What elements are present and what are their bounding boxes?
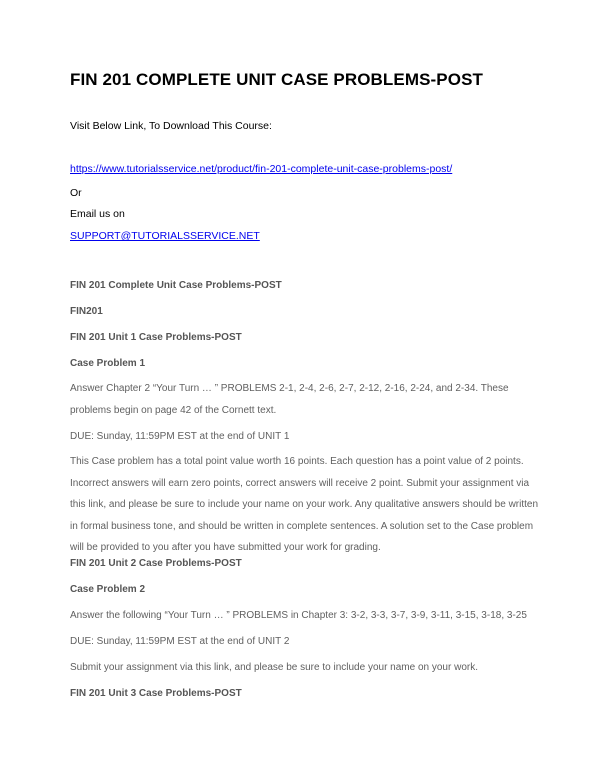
or-text: Or [70, 187, 82, 199]
unit1-heading: FIN 201 Unit 1 Case Problems-POST [70, 332, 242, 343]
main-section-heading: FIN 201 Complete Unit Case Problems-POST [70, 280, 282, 291]
unit2-due-date: DUE: Sunday, 11:59PM EST at the end of UNIT 2 [70, 636, 290, 647]
unit1-due-date: DUE: Sunday, 11:59PM EST at the end of UNIT 1 [70, 431, 290, 442]
email-prompt-text: Email us on [70, 208, 125, 220]
email-link-line [70, 230, 260, 242]
unit2-heading: FIN 201 Unit 2 Case Problems-POST [70, 558, 242, 569]
unit1-details: This Case problem has a total point value worth 16 points. Each question has a point value of 2 points. Incorrect answers will earn zero points, correct answers will receive 2 point. Submit your assignment via this link, and please be sure to include your name on your work. Any qualitative answers should be written in formal business tone, and should be written in complete sentences. A solution set to the Case problem will be provided to you after you have submitted your work for grading. [70, 456, 539, 553]
unit2-instructions: Answer the following “Your Turn … ” PROBLEMS in Chapter 3: 3-2, 3-3, 3-7, 3-9, 3-11, 3-15, 3-18, 3-25 [70, 610, 527, 621]
support-email-link[interactable]: SUPPORT@TUTORIALSSERVICE.NET [70, 230, 260, 242]
course-code-heading: FIN201 [70, 306, 103, 317]
course-url-link[interactable]: https://www.tutorialsservice.net/product/fin-201-complete-unit-case-problems-post/ [70, 163, 453, 175]
unit3-heading: FIN 201 Unit 3 Case Problems-POST [70, 688, 242, 699]
unit2-submit-note: Submit your assignment via this link, and please be sure to include your name on your work. [70, 662, 478, 673]
case-problem-1-label: Case Problem 1 [70, 358, 146, 369]
unit1-instructions: Answer Chapter 2 “Your Turn … ” PROBLEMS 2-1, 2-4, 2-6, 2-7, 2-12, 2-16, 2-24, and 2-34. These problems begin on page 42 of the Cornett text. [70, 383, 509, 416]
document-title: FIN 201 COMPLETE UNIT CASE PROBLEMS-POST [70, 70, 483, 89]
download-intro-text: Visit Below Link, To Download This Course: [70, 120, 272, 132]
course-link-line [70, 163, 452, 175]
case-problem-2-label: Case Problem 2 [70, 584, 146, 595]
